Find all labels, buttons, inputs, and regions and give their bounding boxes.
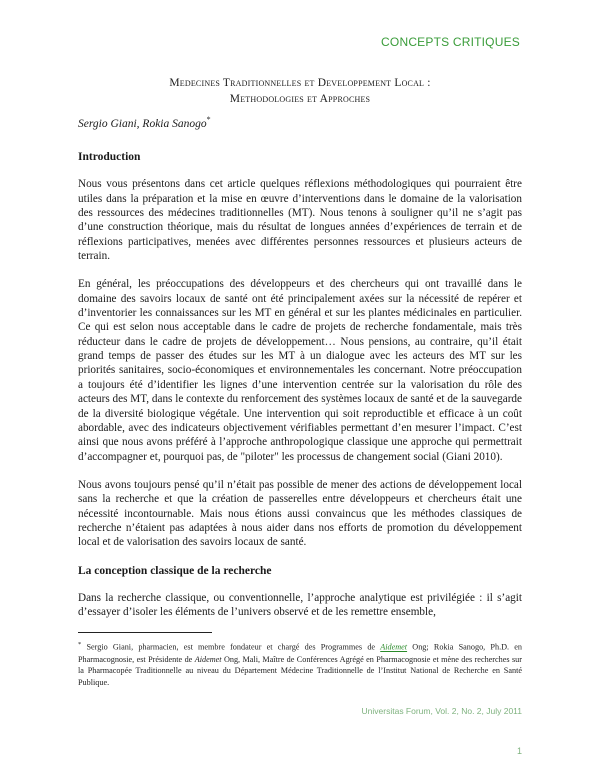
journal-citation: Universitas Forum, Vol. 2, No. 2, July 2011 (361, 706, 522, 716)
section-heading-conception-classique: La conception classique de la recherche (78, 564, 272, 577)
page-number: 1 (516, 746, 522, 756)
author-footnote-marker[interactable]: * (206, 115, 211, 124)
paragraph: Nous avons toujours pensé qu’il n’était pas possible de mener des actions de développement local sans la recherche et que la création de passerelles entre développeurs et chercheurs était une nécessité incontournable. Mais nous étions aussi convaincus que les méthodes classiques de recherche n’étaient pas adaptées à nous aider dans nos efforts de promotion du développement local et de valorisation des savoirs locaux de santé. (78, 478, 522, 549)
aidemet-link[interactable]: Aidemet (380, 642, 408, 652)
footnote-text-3: Ong, Mali, Maître de Conférences Agrégé en Pharmacognosie et mène des recherches sur la Pharmacopée Traditionnelle au niveau du Département Médecine Traditionnelle de l’Institut National de Recherche en Santé Publique. (78, 654, 522, 688)
aidemet-name: Aidemet (194, 654, 222, 664)
article-title-line-2: Methodologies et Approches (229, 93, 371, 105)
footnote-text-1: Sergio Giani, pharmacien, est membre fondateur et chargé des Programmes de (86, 642, 381, 652)
footnote (78, 639, 522, 689)
author-names: Sergio Giani, Rokia Sanogo (78, 117, 207, 130)
paragraph: Dans la recherche classique, ou conventionnelle, l’approche analytique est privilégiée : il s’agit d’essayer d’isoler les éléments de l’univers observé et de les remettre ensemble, (78, 591, 522, 619)
article-title-line-1: Medecines Traditionnelles et Developpement Local : (169, 77, 431, 89)
article-body (78, 150, 522, 620)
article-authors (78, 115, 211, 130)
footnote-text-2: Ong; Rokia Sanogo, Ph.D. en Pharmacognosie, est Présidente de (78, 642, 522, 664)
paragraph: Nous vous présentons dans cet article quelques réflexions méthodologiques qui pourraient être utiles dans la préparation et la mise en œuvre d’interventions dans le domaine de la valorisation des ressources des médecines traditionnelles (MT). Nous tenons à souligner qu’il ne s’agit pas d’une construction théorique, mais du résultat de longues années d’expériences de terrain et de réflexions participatives, menées avec différentes personnes ressources et plusieurs acteurs de terrain. (78, 178, 522, 263)
paragraph: En général, les préoccupations des développeurs et des chercheurs qui ont travaillé dans le domaine des savoirs locaux de santé ont été principalement axées sur la nécessité de repérer et d’inventorier les connaissances sur les MT en général et sur les plantes médicinales en particulier. Ce qui est selon nous acceptable dans le cadre de projets de recherche fondamentale, mais très réducteur dans le cadre de projets de développement… Nous pensions, au contraire, qu’il était grand temps de passer des études sur les MT à un dialogue avec les acteurs des MT sur les priorités sanitaires, socio-économiques et environnementales les concernant. Notre préoccupation a toujours été d’identifier les lignes d’une intervention centrée sur la valorisation du rôle des acteurs des MT, dans le contexte du renforcement des systèmes locaux de santé et de la sauvegarde de la diversité biologique végétale. Une intervention qui soit reproductible et efficace à un coût abordable, avec des indicateurs objectivement vérifiables permettant d’en mesurer l’impact. C’est ainsi que nous avons préféré à l’approche anthropologique classique une approche qui permettrait d’accompagner et, pourquoi pas, de "piloter" les processus de changement social (Giani 2010). (78, 278, 522, 463)
footnote-marker: * (78, 641, 82, 648)
section-tag: CONCEPTS CRITIQUES (381, 35, 520, 49)
article-title (78, 75, 522, 107)
section-heading-introduction: Introduction (78, 151, 141, 163)
footnote-separator (78, 632, 212, 633)
